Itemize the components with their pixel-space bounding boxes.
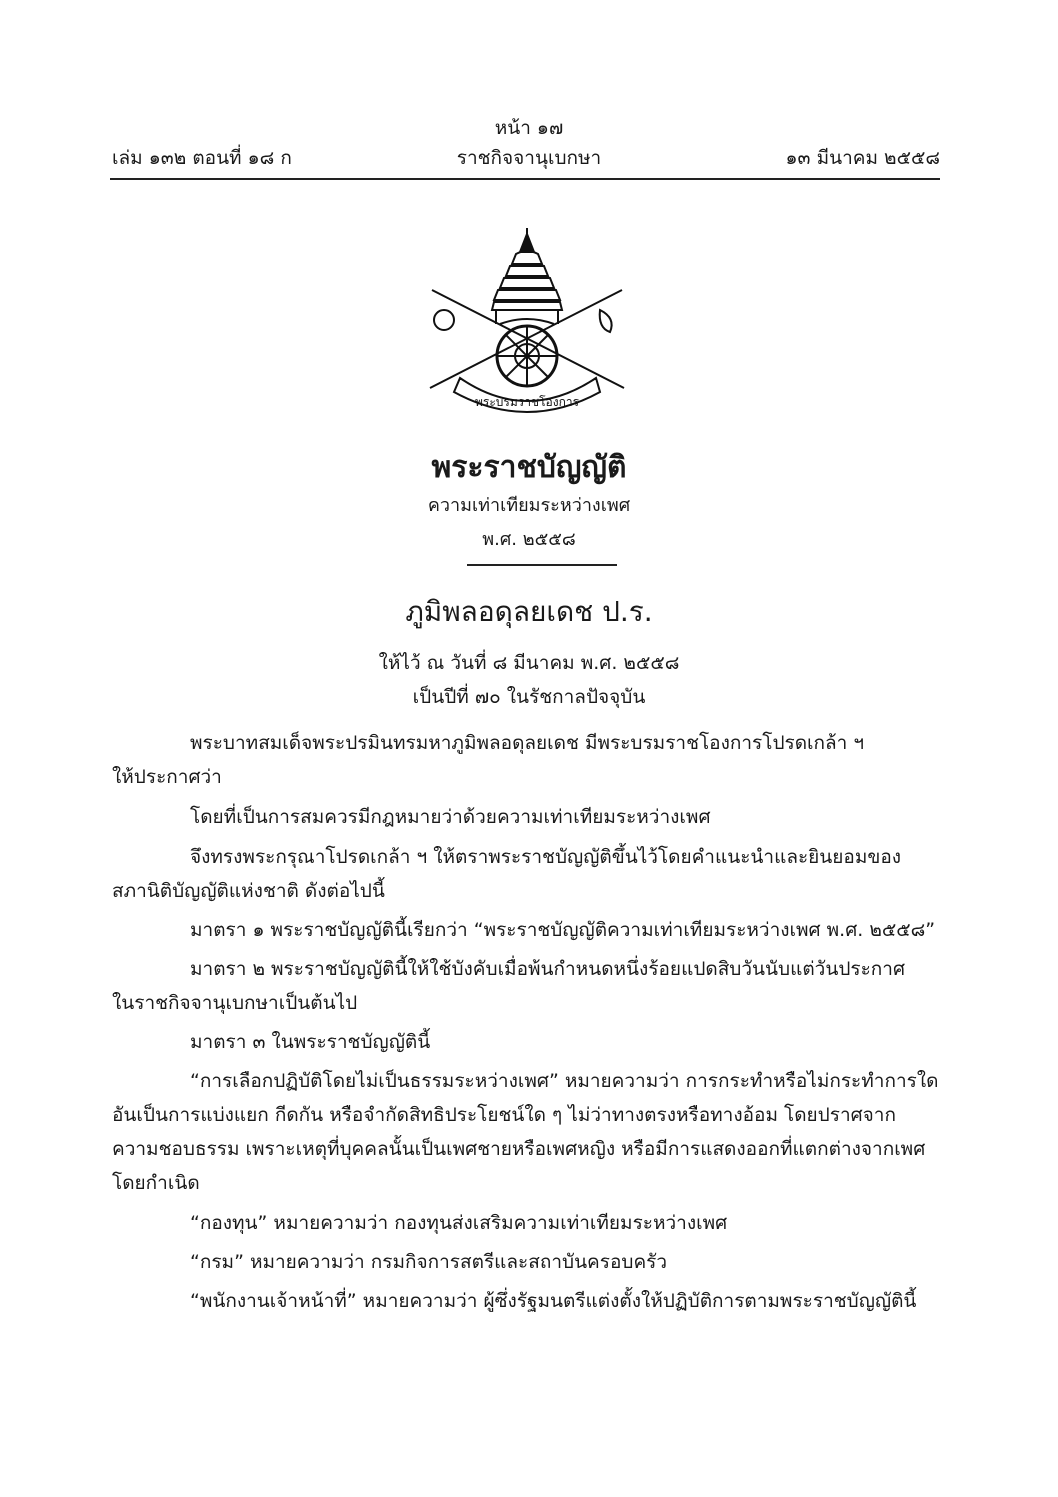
definition-1-line-4: โดยกำเนิด	[112, 1172, 200, 1194]
page-number: หน้า ๑๗	[494, 117, 564, 139]
act-subject: ความเท่าเทียมระหว่างเพศ	[427, 495, 631, 516]
reign-year: เป็นปีที่ ๗๐ ในรัชกาลปัจจุบัน	[412, 686, 646, 708]
gazette-name: ราชกิจจานุเบกษา	[456, 147, 602, 169]
section-2-line-2: ในราชกิจจานุเบกษาเป็นต้นไป	[112, 992, 358, 1014]
publication-date: ๑๓ มีนาคม ๒๕๕๘	[785, 147, 940, 169]
preamble-line-2: ให้ประกาศว่า	[112, 766, 222, 788]
emblem-seal-text: พระบรมราชโองการ	[474, 395, 580, 409]
definition-1-line-2: อันเป็นการแบ่งแยก กีดกัน หรือจำกัดสิทธิประโยชน์ใด ๆ ไม่ว่าทางตรงหรือทางอ้อม โดยปราศจาก	[112, 1104, 896, 1126]
king-signature: ภูมิพลอดุลยเดช ป.ร.	[405, 595, 653, 628]
act-year: พ.ศ. ๒๕๕๘	[482, 529, 576, 550]
volume-issue: เล่ม ๑๓๒ ตอนที่ ๑๘ ก	[112, 147, 292, 169]
given-date: ให้ไว้ ณ วันที่ ๘ มีนาคม พ.ศ. ๒๕๕๘	[378, 652, 680, 674]
section-1: มาตรา ๑ พระราชบัญญัตินี้เรียกว่า “พระราชบัญญัติความเท่าเทียมระหว่างเพศ พ.ศ. ๒๕๕๘”	[190, 919, 936, 941]
section-3: มาตรา ๓ ในพระราชบัญญัตินี้	[190, 1031, 431, 1053]
rationale: โดยที่เป็นการสมควรมีกฎหมายว่าด้วยความเท่าเทียมระหว่างเพศ	[190, 806, 711, 828]
royal-emblem	[424, 228, 630, 418]
enactment-line-1: จึงทรงพระกรุณาโปรดเกล้า ฯ ให้ตราพระราชบัญญัติขึ้นไว้โดยคำแนะนำและยินยอมของ	[190, 846, 902, 868]
act-title: พระราชบัญญัติ	[431, 450, 627, 485]
enactment-line-2: สภานิติบัญญัติแห่งชาติ ดังต่อไปนี้	[112, 880, 385, 902]
definition-1-line-3: ความชอบธรรม เพราะเหตุที่บุคคลนั้นเป็นเพศชายหรือเพศหญิง หรือมีการแสดงออกที่แตกต่างจากเพศ	[112, 1138, 926, 1160]
preamble-line-1: พระบาทสมเด็จพระปรมินทรมหาภูมิพลอดุลยเดช มีพระบรมราชโองการโปรดเกล้า ฯ	[190, 732, 865, 754]
definition-3: “กรม” หมายความว่า กรมกิจการสตรีและสถาบันครอบครัว	[190, 1251, 668, 1273]
definition-4: “พนักงานเจ้าหน้าที่” หมายความว่า ผู้ซึ่งรัฐมนตรีแต่งตั้งให้ปฏิบัติการตามพระราชบัญญัตินี้	[190, 1290, 917, 1312]
definition-1-line-1: “การเลือกปฏิบัติโดยไม่เป็นธรรมระหว่างเพศ” หมายความว่า การกระทำหรือไม่กระทำการใด	[190, 1070, 939, 1092]
section-2-line-1: มาตรา ๒ พระราชบัญญัตินี้ให้ใช้บังคับเมื่อพ้นกำหนดหนึ่งร้อยแปดสิบวันนับแต่วันประกาศ	[190, 958, 906, 980]
title-rule	[467, 564, 617, 566]
header-rule	[110, 178, 940, 180]
definition-2: “กองทุน” หมายความว่า กองทุนส่งเสริมความเท่าเทียมระหว่างเพศ	[190, 1212, 728, 1234]
